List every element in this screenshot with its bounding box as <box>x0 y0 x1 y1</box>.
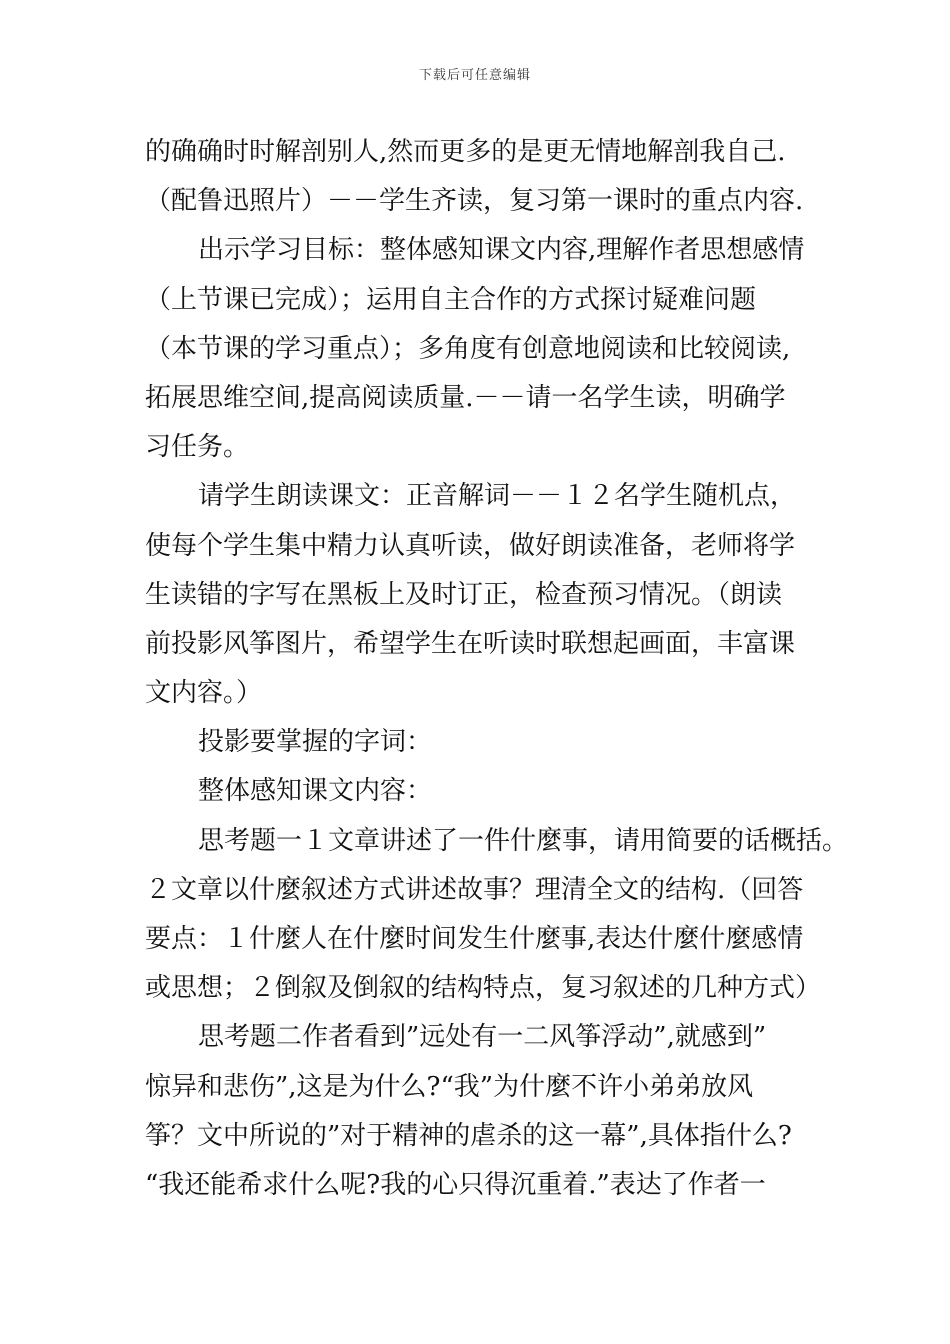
text-line: “我还能希求什么呢?我的心只得沉重着.”表达了作者一 <box>145 1169 766 1200</box>
text-line: 出示学习目标：整体感知课文内容,理解作者思想感情 <box>198 235 805 266</box>
text-line: 整体感知课文内容： <box>198 776 433 807</box>
text-line: 或思想；２倒叙及倒叙的结构特点，复习叙述的几种方式） <box>145 973 822 1004</box>
text-line: 的确确时时解剖别人,然而更多的是更无情地解剖我自己. <box>145 137 786 167</box>
text-line: ２文章以什麼叙述方式讲述故事？理清全文的结构.（回答 <box>145 874 804 905</box>
document-body <box>145 128 849 1210</box>
text-line: 前投影风筝图片，希望学生在听读时联想起画面，丰富课 <box>145 628 796 659</box>
text-line: 筝？文中所说的”对于精神的虐杀的这一幕”,具体指什么? <box>145 1120 792 1151</box>
text-line: 投影要掌握的字词： <box>198 727 433 758</box>
text-line: （本节课的学习重点）；多角度有创意地阅读和比较阅读, <box>145 333 791 364</box>
text-line: 拓展思维空间,提高阅读质量.－－请一名学生读，明确学 <box>145 382 786 413</box>
page-header: 下载后可任意编辑 <box>418 68 531 83</box>
text-line: （上节课已完成）；运用自主合作的方式探讨疑难问题 <box>145 284 757 315</box>
text-line: 习任务。 <box>145 432 250 463</box>
text-line: （配鲁迅照片）－－学生齐读，复习第一课时的重点内容. <box>145 186 804 217</box>
text-line: 思考题二作者看到”远处有一二风筝浮动”,就感到” <box>198 1022 767 1053</box>
text-line: 使每个学生集中精力认真听读，做好朗读准备，老师将学 <box>145 530 796 561</box>
text-line: 生读错的字写在黑板上及时订正，检查预习情况。（朗读 <box>145 579 783 610</box>
text-line: 要点：１什麼人在什麼时间发生什麼事,表达什麼什麼感情 <box>145 924 804 954</box>
text-line: 惊异和悲伤”,这是为什么?“我”为什麼不许小弟弟放风 <box>145 1071 754 1102</box>
text-line: 文内容。） <box>145 678 263 709</box>
text-line: 请学生朗读课文：正音解词－－１２名学生随机点， <box>198 481 797 512</box>
text-line: 思考题一１文章讲述了一件什麼事，请用简要的话概括。 <box>198 825 849 856</box>
